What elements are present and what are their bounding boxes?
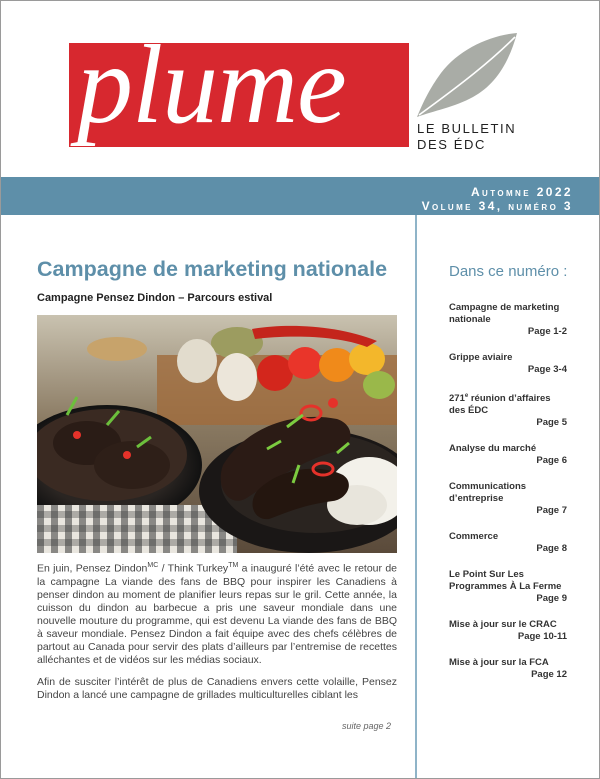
p1-text-c: a inauguré l’été avec le retour de la campagne La viande des fans de BBQ pour inspirer les Canadiens à penser dindon au moment de planifier leurs repas sur le gril. Cette année, la cuisson du dindon au barbecue a pris une saveur mondiale dans une nouvelle mouture du programme, qui est devenu La viande des fans de BBQ à saveur mondiale. Pensez Dindon a fait équipe avec des chefs célèbres de partout au Canada pour servir des plats d’ailleurs par l’entremise de recettes alléchantes et de vidéos sur les médias sociaux. bbox=[37, 562, 398, 666]
p1-trademark-mc: MC bbox=[147, 562, 159, 569]
column-divider bbox=[415, 215, 417, 779]
toc-item[interactable] bbox=[449, 531, 567, 555]
toc-item[interactable] bbox=[449, 390, 567, 429]
issue-info bbox=[422, 185, 573, 213]
toc-item-page: Page 10-11 bbox=[517, 631, 567, 643]
continued-note: suite page 2 bbox=[341, 721, 391, 731]
issue-volume: Volume 34, numéro 3 bbox=[421, 199, 573, 213]
tagline-line-1: LE BULLETIN bbox=[417, 121, 517, 136]
p1-text-a: En juin, Pensez Dindon bbox=[37, 562, 148, 575]
toc-item[interactable] bbox=[449, 302, 567, 338]
toc-item[interactable] bbox=[449, 619, 567, 643]
toc-item-title: Le Point Sur Les Programmes À La Ferme bbox=[449, 569, 562, 593]
toc-item-page: Page 3-4 bbox=[527, 364, 567, 375]
toc-item-title-number: 271 bbox=[449, 393, 465, 405]
logo-banner bbox=[69, 43, 409, 147]
article-photo bbox=[37, 315, 397, 553]
toc-item-title: Commerce bbox=[449, 531, 499, 543]
article-body bbox=[37, 559, 397, 711]
article-headline: Campagne de marketing nationale bbox=[37, 257, 388, 281]
toc-item-title: Communications d’entreprise bbox=[449, 481, 527, 505]
article-subheading: Campagne Pensez Dindon – Parcours estival bbox=[37, 292, 273, 304]
toc-item-title bbox=[449, 390, 567, 417]
logo-wordmark: plume bbox=[77, 43, 346, 147]
toc-item[interactable] bbox=[449, 352, 567, 376]
toc-item-title-rest: réunion d’affaires des ÉDC bbox=[449, 393, 551, 417]
toc-item-page: Page 8 bbox=[536, 543, 567, 555]
tagline-line-2: DES ÉDC bbox=[417, 137, 486, 152]
p1-text-b: / Think Turkey bbox=[158, 562, 229, 575]
issue-season: Automne 2022 bbox=[470, 185, 573, 199]
article-paragraph-2: Afin de susciter l’intérêt de plus de Canadiens envers cette volaille, Pensez Dindon a lancé une campagne de grillades multiculturelles ciblant les bbox=[37, 675, 397, 701]
toc-item-page: Page 7 bbox=[536, 505, 567, 517]
toc-item-page: Page 1-2 bbox=[527, 326, 567, 337]
toc-item-page: Page 6 bbox=[536, 455, 567, 467]
toc-item-page: Page 12 bbox=[531, 669, 567, 681]
feather-icon bbox=[411, 31, 523, 121]
toc-item[interactable] bbox=[449, 481, 567, 517]
toc-item[interactable] bbox=[449, 443, 567, 467]
tagline bbox=[417, 121, 516, 153]
toc-item-title: Grippe aviaire bbox=[449, 352, 513, 363]
toc-title: Dans ce numéro : bbox=[449, 263, 568, 280]
toc-item-title: Campagne de marketing nationale bbox=[449, 302, 560, 325]
article-paragraph-1 bbox=[37, 559, 397, 667]
toc-item-title: Analyse du marché bbox=[449, 443, 537, 455]
toc-item-title-ordinal: e bbox=[464, 393, 469, 399]
toc-item[interactable] bbox=[449, 569, 567, 605]
toc-item-page: Page 9 bbox=[536, 593, 567, 605]
toc-item[interactable] bbox=[449, 657, 567, 681]
toc-item-page: Page 5 bbox=[536, 417, 567, 429]
toc-item-title: Mise à jour sur la FCA bbox=[449, 657, 549, 669]
toc-item-title: Mise à jour sur le CRAC bbox=[449, 619, 557, 631]
toc-list bbox=[449, 302, 567, 695]
p1-trademark-tm: TM bbox=[228, 562, 239, 569]
